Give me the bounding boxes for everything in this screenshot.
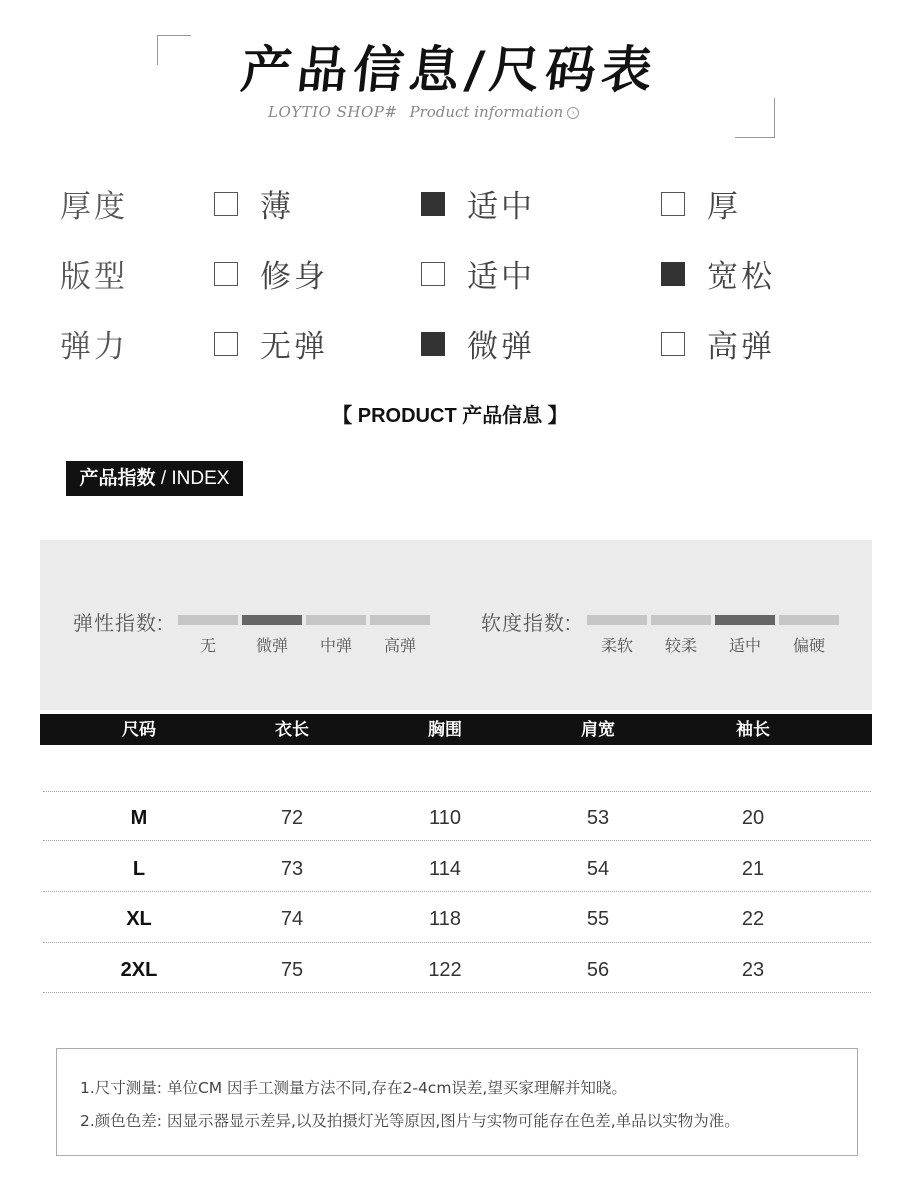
softness-index-label: 软度指数: — [481, 613, 572, 635]
option-label: 薄 — [260, 189, 294, 225]
cell-length: 72 — [280, 807, 304, 829]
column-header-sleeve: 袖长 — [736, 720, 770, 739]
scale-bar — [587, 615, 647, 625]
checkbox-icon — [214, 332, 238, 356]
row-divider — [43, 942, 871, 943]
index-tag — [66, 461, 243, 496]
cell-sleeve: 20 — [741, 807, 765, 829]
cell-sleeve: 23 — [741, 959, 765, 981]
row-divider — [43, 891, 871, 892]
scale-bar — [651, 615, 711, 625]
scale-segment — [242, 615, 302, 656]
softness-scale — [587, 615, 839, 656]
subtitle-text: Product information — [409, 103, 564, 121]
option-thickness-thin — [214, 181, 294, 226]
subtitle — [268, 103, 579, 121]
checkbox-icon — [661, 332, 685, 356]
note-measurement: 1.尺寸测量: 单位CM 因手工测量方法不同,存在2-4cm误差,望买家理解并知晓。 — [80, 1079, 627, 1097]
cell-size: 2XL — [120, 959, 158, 981]
scale-label: 较柔 — [664, 638, 697, 655]
scale-bar — [178, 615, 238, 625]
page-title: 产品信息/尺码表 — [238, 40, 661, 99]
scale-segment — [306, 615, 366, 656]
option-elasticity-slight — [421, 321, 535, 366]
scale-segment — [178, 615, 238, 656]
option-label: 适中 — [467, 259, 535, 295]
checkbox-icon — [421, 192, 445, 216]
scale-bar — [370, 615, 430, 625]
index-panel — [40, 540, 872, 710]
checkbox-icon — [214, 192, 238, 216]
option-label: 高弹 — [707, 329, 775, 365]
corner-bracket-bottom-right — [735, 98, 775, 138]
cell-shoulder: 55 — [586, 908, 610, 930]
scale-bar — [306, 615, 366, 625]
checkbox-icon — [421, 332, 445, 356]
cell-size: XL — [126, 908, 152, 930]
shop-name: LOYTIO SHOP# — [268, 103, 398, 121]
scale-bar — [242, 615, 302, 625]
scale-label: 微弹 — [255, 638, 288, 655]
option-elasticity-none — [214, 321, 328, 366]
option-fit-regular — [421, 251, 535, 296]
scale-segment — [587, 615, 647, 656]
checkbox-icon — [214, 262, 238, 286]
cell-length: 74 — [280, 908, 304, 930]
section-heading: 【 PRODUCT 产品信息 】 — [332, 405, 568, 427]
scale-segment — [779, 615, 839, 656]
checkbox-icon — [661, 192, 685, 216]
cell-size: L — [132, 858, 146, 880]
row-divider — [43, 992, 871, 993]
option-label: 厚 — [707, 189, 741, 225]
checkbox-icon — [661, 262, 685, 286]
cell-shoulder: 56 — [586, 959, 610, 981]
column-header-chest: 胸围 — [428, 720, 462, 739]
column-header-shoulder: 肩宽 — [581, 720, 615, 739]
table-row — [40, 849, 872, 889]
cell-chest: 122 — [428, 959, 462, 981]
index-tag-en: / INDEX — [155, 468, 230, 489]
attr-label-elasticity: 弹力 — [60, 329, 128, 365]
table-row — [40, 950, 872, 990]
cell-sleeve: 21 — [741, 858, 765, 880]
option-label: 宽松 — [707, 259, 775, 295]
elasticity-index-label: 弹性指数: — [73, 613, 164, 635]
checkbox-icon — [421, 262, 445, 286]
cell-shoulder: 53 — [586, 807, 610, 829]
chevron-right-icon: › — [567, 107, 579, 119]
scale-segment — [715, 615, 775, 656]
option-label: 修身 — [260, 259, 328, 295]
cell-length: 73 — [280, 858, 304, 880]
cell-shoulder: 54 — [586, 858, 610, 880]
option-label: 微弹 — [467, 329, 535, 365]
cell-size: M — [130, 807, 148, 829]
column-header-size: 尺码 — [122, 720, 156, 739]
option-thickness-thick — [661, 181, 741, 226]
scale-label: 无 — [199, 638, 216, 655]
table-row — [40, 899, 872, 939]
scale-label: 中弹 — [319, 638, 352, 655]
cell-length: 75 — [280, 959, 304, 981]
scale-segment — [370, 615, 430, 656]
scale-bar — [715, 615, 775, 625]
elasticity-scale — [178, 615, 430, 656]
note-color-difference: 2.颜色色差: 因显示器显示差异,以及拍摄灯光等原因,图片与实物可能存在色差,单品以实物为准。 — [80, 1112, 740, 1130]
cell-chest: 114 — [429, 858, 461, 880]
scale-label: 适中 — [728, 638, 761, 655]
scale-label: 高弹 — [383, 638, 416, 655]
row-divider — [43, 840, 871, 841]
attr-label-thickness: 厚度 — [60, 189, 128, 225]
option-label: 无弹 — [260, 329, 328, 365]
option-fit-slim — [214, 251, 328, 296]
attr-label-fit: 版型 — [60, 259, 128, 295]
option-label: 适中 — [467, 189, 535, 225]
scale-bar — [779, 615, 839, 625]
notes-box — [56, 1048, 858, 1156]
table-row — [40, 798, 872, 838]
cell-chest: 110 — [429, 807, 461, 829]
index-tag-cn: 产品指数 — [79, 468, 156, 489]
scale-label: 偏硬 — [792, 638, 825, 655]
row-divider — [43, 791, 871, 792]
option-thickness-medium — [421, 181, 535, 226]
scale-label: 柔软 — [600, 638, 633, 655]
cell-chest: 118 — [429, 908, 461, 930]
scale-segment — [651, 615, 711, 656]
column-header-length: 衣长 — [275, 720, 309, 739]
size-table-header — [40, 714, 872, 745]
option-elasticity-high — [661, 321, 775, 366]
option-fit-loose — [661, 251, 775, 296]
cell-sleeve: 22 — [741, 908, 765, 930]
